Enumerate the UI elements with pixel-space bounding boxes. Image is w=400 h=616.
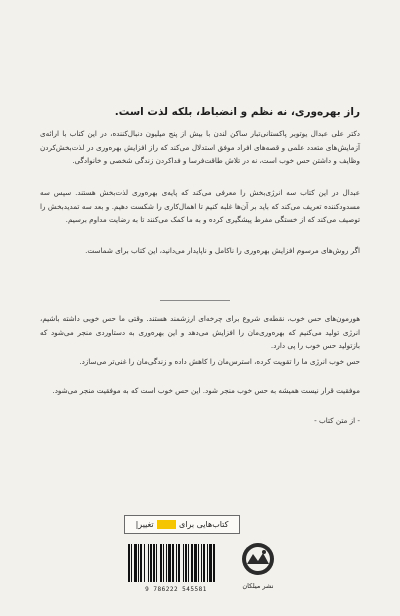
series-label	[124, 515, 240, 534]
publisher-logo	[238, 542, 278, 594]
paragraph-intro: دکتر علی عبدال یوتوبر پاکستانی‌تبار ساکن لندن با بیش از پنج میلیون دنبال‌کننده، در این کتاب با ارائه‌ی آزمایش‌های متعدد علمی و قصه‌های افراد موفق استدلال می‌کند که راز افزایش بهره‌وری در لذت‌بخش‌کردن وظایف و داشتن حس خوب است، نه در تلاش طاقت‌فرسا و فداکردن زندگی شخصی و خانوادگی.	[40, 129, 360, 166]
cover-heading: راز بهره‌وری، نه نظم و انضباط، بلکه لذت است.	[114, 106, 360, 118]
barcode-graphic	[124, 542, 228, 584]
quote-hormones: هورمون‌های حس خوب، نقطه‌ی شروع برای چرخه‌ای ارزشمند هستند. وقتی ما حس خوبی داشته باشیم، انرژی تولید می‌کنیم که بهره‌وری‌مان را افزایش می‌دهد و این بهره‌وری به دستاوردی منجر می‌شود که بازتولید حس خوب را پی دارد.	[40, 314, 360, 351]
series-text: کتاب‌هایی برای	[178, 520, 229, 529]
isbn-number: 9 786222 545581	[145, 586, 207, 593]
quote-success: موفقیت قرار نیست همیشه به حس خوب منجر شود. این حس خوب است که به موفقیت منجر می‌شود.	[52, 386, 360, 395]
quote-source: - از متن کتاب -	[314, 416, 360, 425]
isbn-barcode	[124, 542, 228, 596]
series-highlight: تغییر	[158, 520, 174, 529]
paragraph-method: عبدال در این کتاب سه انرژی‌بخش را معرفی می‌کند که پایه‌ی بهره‌وری لذت‌بخش هستند. سپس سه مسدودکننده تعریف می‌کند که باید بر آن‌ها غلبه کنیم تا اهمال‌کاری را شکست دهیم. و بعد سه تمدیدبخش را توصیف می‌کند که از خستگی مفرط پیشگیری کرده و به ما کمک می‌کنند تا به رضایت مداوم برسیم.	[40, 188, 360, 225]
series-brand: تغییر|	[135, 520, 154, 529]
paragraph-audience: اگر روش‌های مرسوم افزایش بهره‌وری را ناکامل و ناپایدار می‌دانید، این کتاب برای شماست.	[85, 246, 360, 255]
publisher-emblem-icon	[241, 542, 275, 576]
publisher-name: نشر میلکان	[242, 582, 274, 590]
quote-energy: حس خوب انرژی ما را تقویت کرده، استرس‌مان را کاهش داده و زندگی‌مان را غنی‌تر می‌سازد.	[79, 357, 360, 366]
section-divider	[160, 300, 230, 301]
